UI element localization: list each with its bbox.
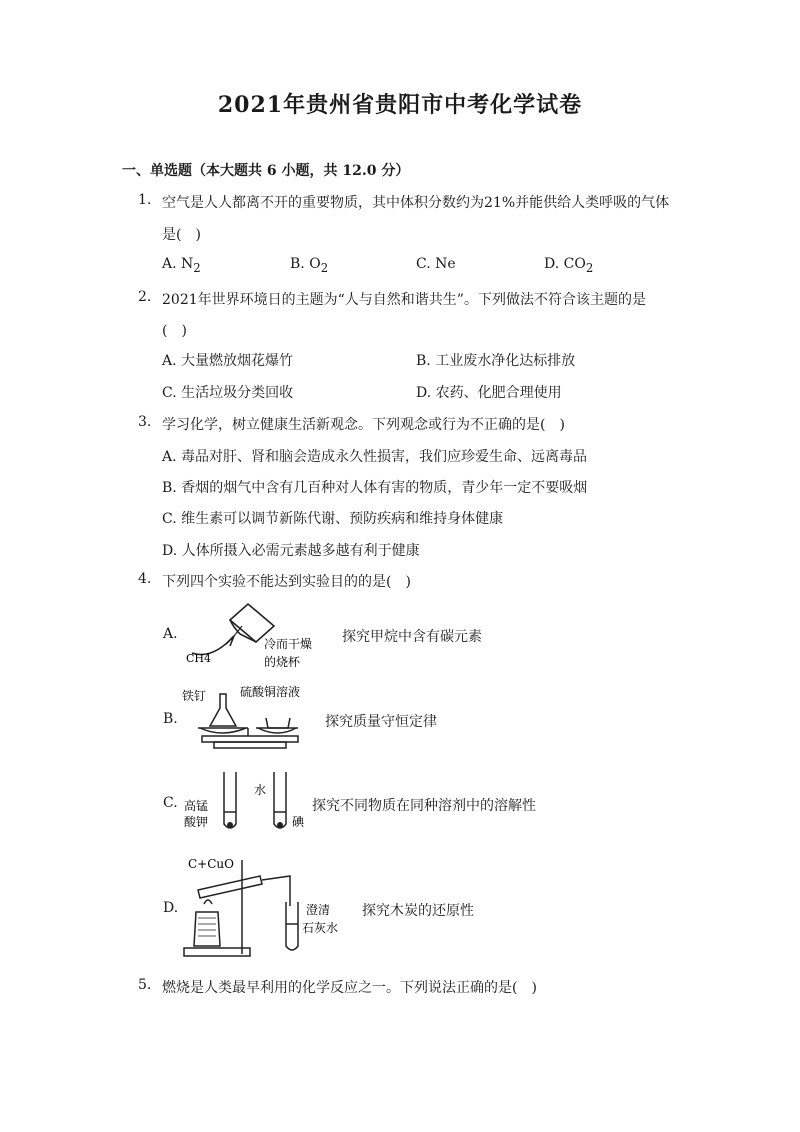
option-letter: A. bbox=[162, 256, 177, 272]
question-text: 下列四个实验不能达到实验目的的是( ) bbox=[162, 574, 411, 590]
option-letter: D. bbox=[162, 543, 178, 559]
option-letter: B. bbox=[290, 256, 305, 272]
question-text-cont: 是( ) bbox=[162, 227, 201, 243]
option-letter: B. bbox=[162, 480, 177, 496]
question-text: 学习化学，树立健康生活新观念。下列观念或行为不正确的是( ) bbox=[162, 417, 565, 433]
fig-label: 高锰 bbox=[184, 799, 209, 813]
question-text: 2021年世界环境日的主题为“人与自然和谐共生”。下列做法不符合该主题的是 bbox=[162, 292, 646, 308]
question-number: 4. bbox=[138, 571, 152, 587]
option-a[interactable] bbox=[162, 446, 587, 466]
option-subscript: 2 bbox=[320, 260, 329, 275]
fig-label: 冷而干燥 bbox=[264, 637, 313, 651]
solubility-test-tubes bbox=[180, 768, 310, 834]
balance-scale-apparatus bbox=[180, 682, 320, 752]
section-header: 一、单选题（本大题共 6 小题，共 12.0 分） bbox=[122, 163, 410, 179]
option-b[interactable] bbox=[416, 350, 575, 370]
question-text-cont: ( ) bbox=[162, 323, 187, 339]
option-letter: C. bbox=[163, 795, 178, 811]
option-subscript: 2 bbox=[585, 260, 594, 275]
option-c[interactable] bbox=[162, 382, 293, 402]
option-c[interactable] bbox=[162, 508, 503, 528]
question-number: 3. bbox=[138, 414, 152, 430]
option-d[interactable] bbox=[162, 540, 420, 560]
option-text: 农药、化肥合理使用 bbox=[435, 385, 562, 401]
fig-label: 碘 bbox=[292, 815, 305, 829]
option-letter: A. bbox=[162, 353, 177, 369]
fig-label: 水 bbox=[254, 783, 267, 797]
question-number: 2. bbox=[138, 289, 152, 305]
option-text: 人体所摄入必需元素越多越有利于健康 bbox=[181, 543, 420, 559]
question-text: 燃烧是人类最早利用的化学反应之一。下列说法正确的是( ) bbox=[162, 980, 537, 996]
option-letter: B. bbox=[163, 711, 178, 727]
fig-label: 铁钉 bbox=[182, 689, 207, 703]
option-text: 生活垃圾分类回收 bbox=[181, 385, 294, 401]
option-description: 探究甲烷中含有碳元素 bbox=[342, 629, 482, 645]
option-subscript: 2 bbox=[193, 260, 201, 275]
flask-icon bbox=[210, 694, 236, 726]
burner-icon bbox=[194, 912, 220, 946]
option-letter: C. bbox=[162, 385, 177, 401]
option-description: 探究不同物质在同种溶剂中的溶解性 bbox=[312, 798, 536, 814]
option-letter: A. bbox=[162, 449, 177, 465]
option-text: 维生素可以调节新陈代谢、预防疾病和维持身体健康 bbox=[181, 511, 504, 527]
option-letter: D. bbox=[163, 900, 179, 916]
fig-label: 酸钾 bbox=[184, 815, 209, 829]
test-tube-icon bbox=[224, 772, 236, 828]
option-letter: C. bbox=[416, 256, 431, 272]
test-tube-icon bbox=[274, 772, 286, 828]
fig-label: 澄清 bbox=[306, 903, 331, 917]
option-text: 香烟的烟气中含有几百种对人体有害的物质，青少年一定不要吸烟 bbox=[181, 480, 588, 496]
option-text: N bbox=[181, 256, 194, 272]
carbon-reduction-apparatus bbox=[182, 854, 352, 962]
page-title: 2021年贵州省贵阳市中考化学试卷 bbox=[217, 92, 583, 118]
option-text: CO bbox=[563, 256, 586, 272]
option-letter: A. bbox=[163, 626, 178, 642]
option-d[interactable] bbox=[544, 256, 593, 275]
option-description: 探究木炭的还原性 bbox=[362, 903, 474, 919]
option-letter: D. bbox=[416, 385, 432, 401]
fig-label: 硫酸铜溶液 bbox=[240, 685, 301, 699]
option-a[interactable] bbox=[162, 350, 293, 370]
fig-label: 的烧杯 bbox=[264, 655, 301, 669]
methane-combustion-apparatus bbox=[182, 598, 332, 673]
option-description: 探究质量守恒定律 bbox=[325, 714, 437, 730]
fig-label: C+CuO bbox=[188, 857, 234, 871]
option-letter: C. bbox=[162, 511, 177, 527]
option-letter: D. bbox=[544, 256, 560, 272]
fig-label: CH4 bbox=[186, 652, 212, 665]
option-letter: B. bbox=[416, 353, 431, 369]
option-c[interactable] bbox=[416, 256, 456, 272]
option-a[interactable] bbox=[162, 256, 201, 275]
option-text: 大量燃放烟花爆竹 bbox=[181, 353, 294, 369]
question-number: 1. bbox=[138, 192, 152, 208]
question-number: 5. bbox=[138, 977, 152, 993]
option-b[interactable] bbox=[162, 477, 587, 497]
option-text: Ne bbox=[435, 256, 456, 272]
option-b[interactable] bbox=[290, 256, 328, 275]
option-d[interactable] bbox=[416, 382, 562, 402]
option-text: 毒品对肝、肾和脑会造成永久性损害，我们应珍爱生命、远离毒品 bbox=[181, 449, 588, 465]
option-text: O bbox=[309, 256, 321, 272]
question-text: 空气是人人都离不开的重要物质，其中体积分数约为21%并能供给人类呼吸的气体 bbox=[162, 195, 670, 211]
test-tube-icon bbox=[286, 902, 298, 950]
option-text: 工业废水净化达标排放 bbox=[435, 353, 576, 369]
fig-label: 石灰水 bbox=[302, 921, 339, 935]
